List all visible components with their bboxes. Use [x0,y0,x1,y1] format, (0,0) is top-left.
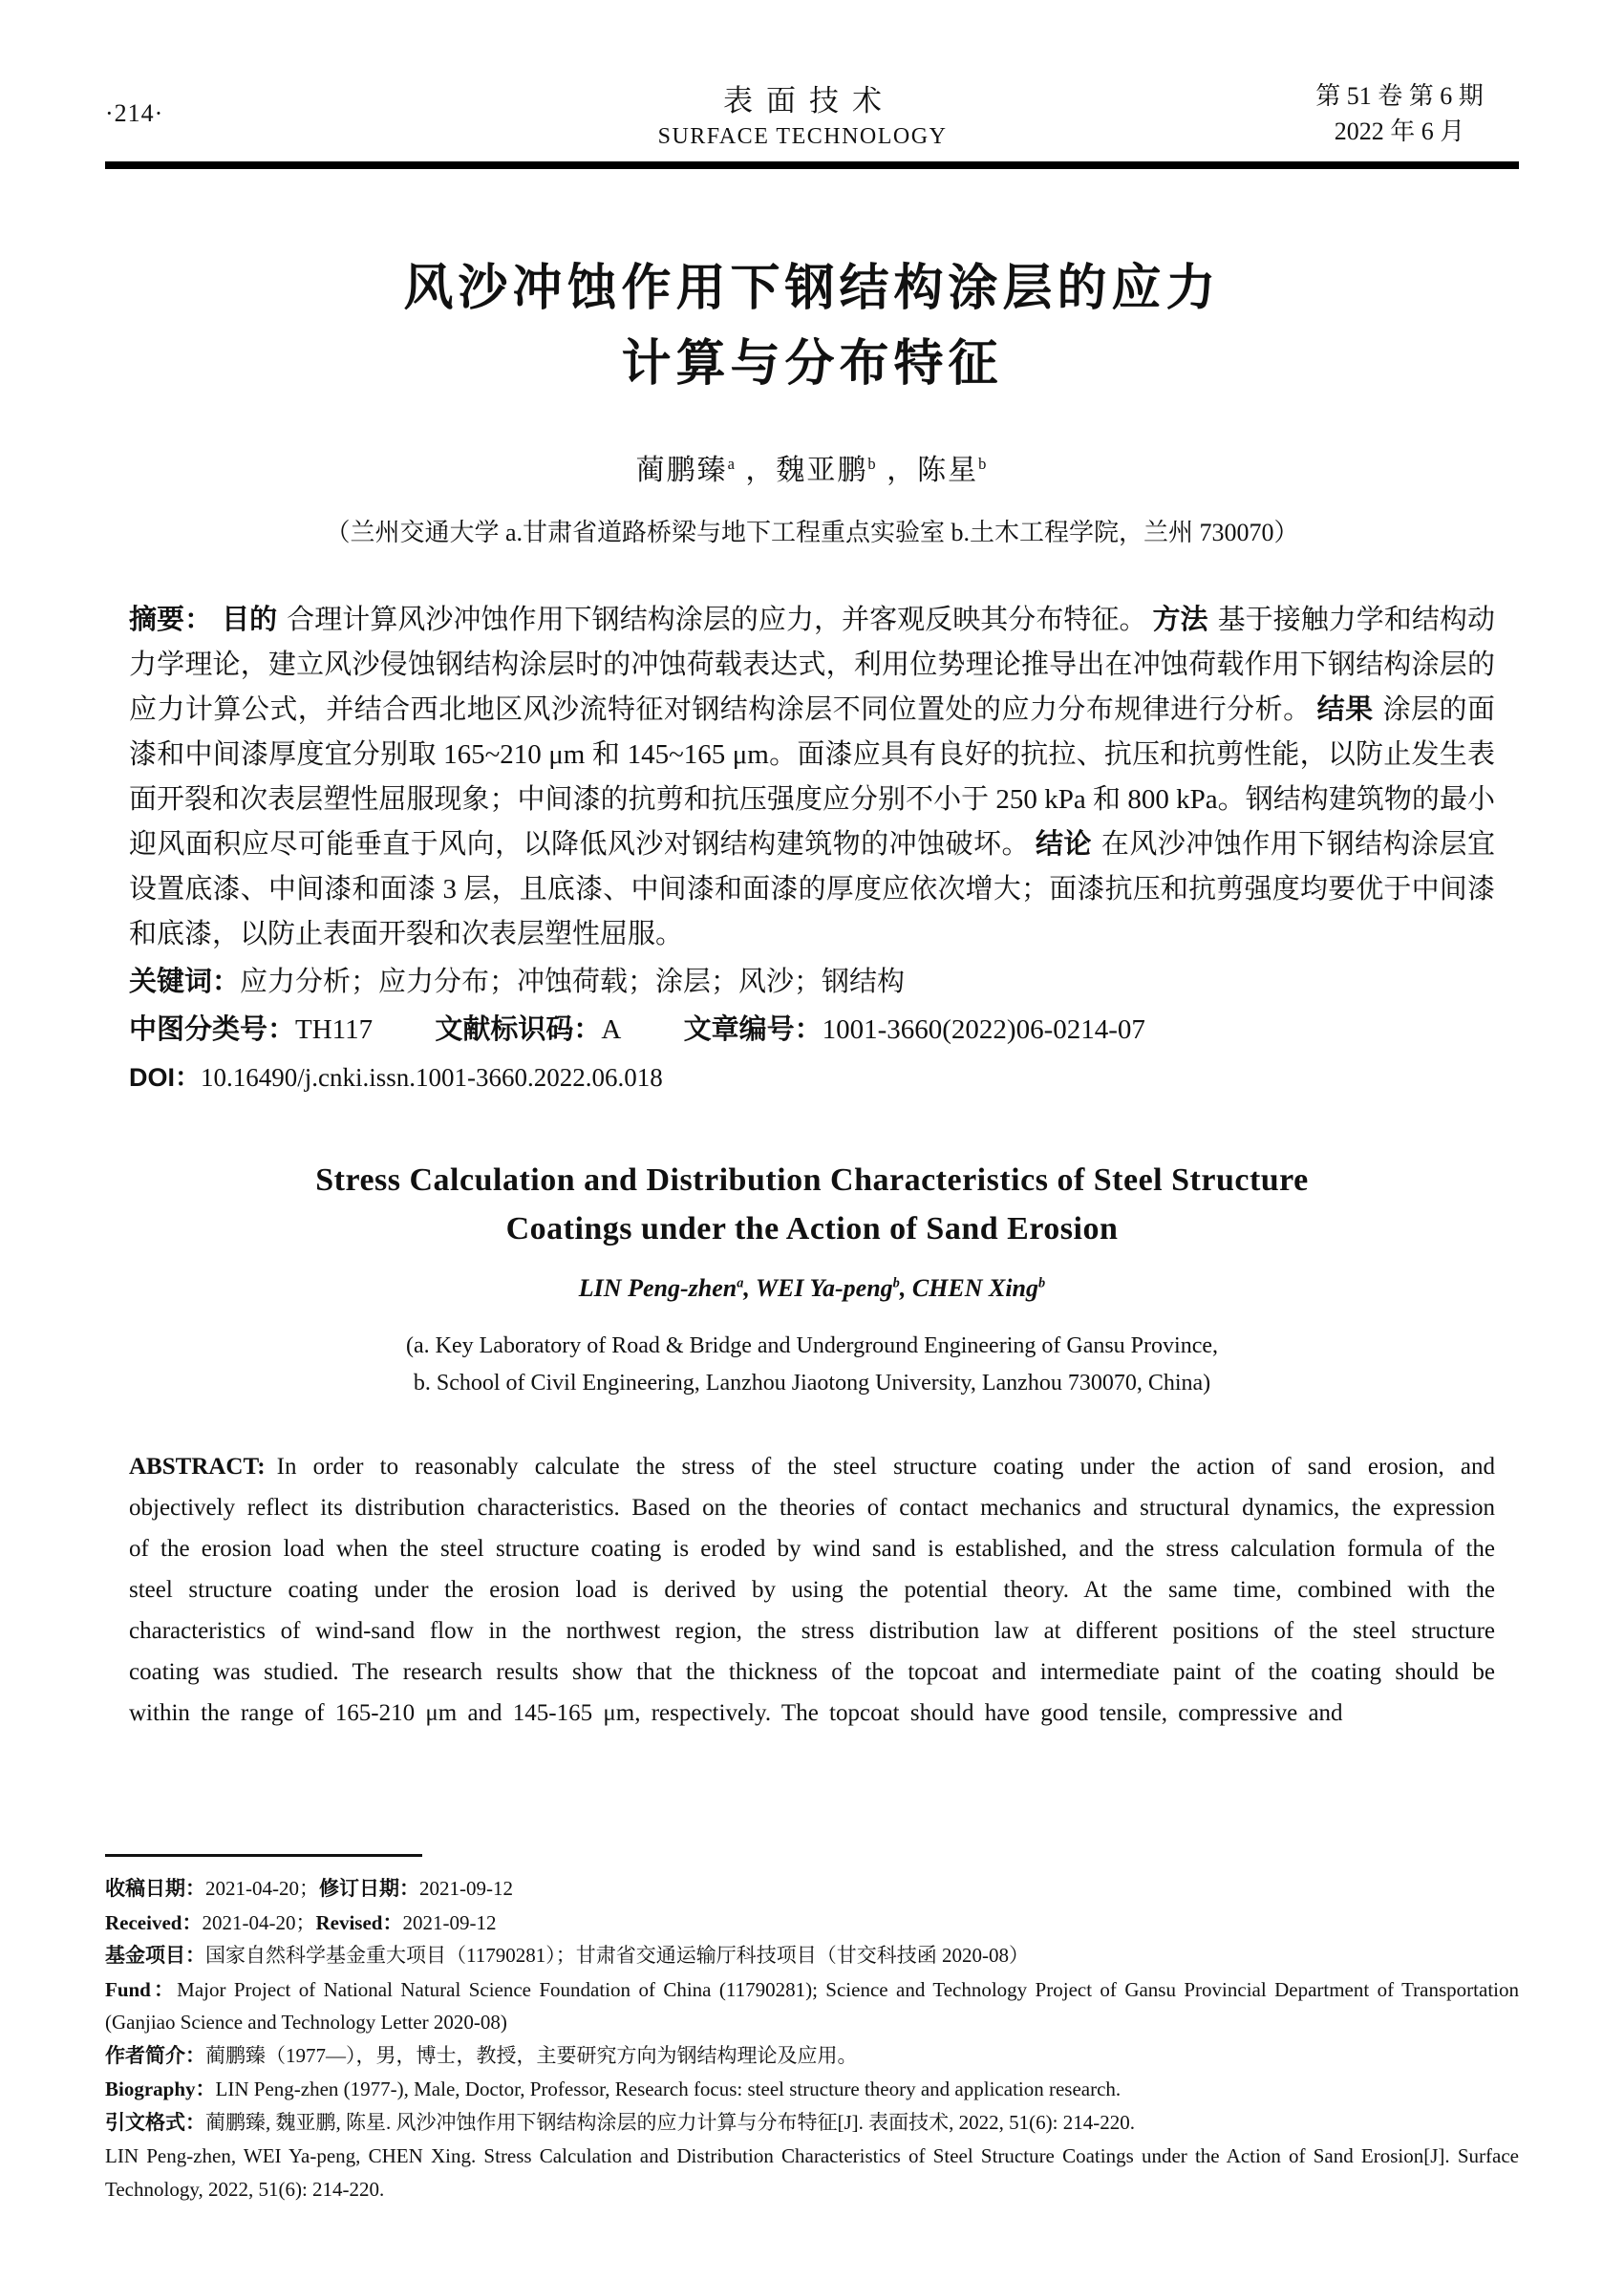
abstract-cn-label-objective: 目的 [222,605,278,635]
biography-label-en: Biography： [105,2078,216,2100]
author-affiliation-sup: a [727,455,737,473]
abstract-en-text: In order to reasonably calculate the stress of the steel structure coating under the action of sand erosion, and objectively reflect its distribution characteristics. Based on the theories of contact mechanics and structural dynamics, the expression of the erosion load when the steel structure coating is eroded by wind sand is established, and the stress calculation formula of the steel structure coating under the erosion load is derived by using the potential theory. At the same time, combined with the characteristics of wind-sand flow in the northwest region, the stress distribution law at different positions of the steel structure coating was studied. The research results show that the thickness of the topcoat and intermediate paint of the coating should be within the range of 165-210 μm and 145-165 μm, respectively. The topcoat should have good tensile, compressive and [129,1454,1495,1726]
doi-label: DOI： [129,1063,202,1092]
author-en-3-name: , CHEN Xing [899,1274,1039,1302]
article-title-en-line2: Coatings under the Action of Sand Erosion [505,1211,1119,1247]
abstract-block-cn [129,598,1495,1100]
author-affiliation-sup: b [892,1275,900,1291]
citation-line-cn [105,2106,1519,2141]
document-code-label: 文献标识码： [435,1014,602,1045]
fund-line-en [105,1973,1519,2039]
abstract-cn-label-result: 结果 [1316,694,1374,725]
page-number: ·214· [105,98,164,127]
document-code-value: A [601,1014,622,1045]
author-en-3 [900,1274,1045,1302]
keywords-text: 应力分析；应力分布；冲蚀荷载；涂层；风沙；钢结构 [240,967,906,997]
received-line-cn [105,1872,1519,1907]
article-id-label: 文章编号： [683,1014,823,1045]
abstract-en [129,1446,1495,1734]
author-cn-3 [887,455,988,486]
received-date-cn: 2021-04-20； [205,1877,319,1900]
citation-line-en [105,2140,1519,2205]
affiliation-en-line1: (a. Key Laboratory of Road & Bridge and Underground Engineering of Gansu Province, [406,1333,1218,1358]
article-title-cn-line1: 风沙冲蚀作用下钢结构涂层的应力 [403,261,1221,316]
article-title-cn [105,251,1519,402]
received-label-en: Received： [105,1910,203,1934]
authors-cn [105,446,1519,488]
clc-value: TH117 [295,1014,374,1045]
author-affiliation-sup: b [978,455,989,473]
author-cn-2-name: ，魏亚鹏 [745,455,868,486]
article-id-value: 1001-3660(2022)06-0214-07 [822,1014,1145,1045]
clc-group [129,1014,373,1045]
author-cn-3-name: ，陈星 [887,455,979,486]
article-title-en [105,1156,1519,1253]
citation-text-en: LIN Peng-zhen, WEI Ya-peng, CHEN Xing. Stress Calculation and Distribution Characteristics of Steel Structure Coatings under the Action of Sand Erosion[J]. Surface Technology, 2022, 51(6): 214-220. [105,2144,1519,2201]
author-cn-2 [745,455,877,486]
fund-label-en: Fund： [105,1977,178,2001]
author-en-2 [743,1274,899,1302]
revised-date-en: 2021-09-12 [402,1910,497,1934]
doi-line [129,1055,1495,1100]
received-label-cn: 收稿日期： [105,1878,205,1900]
citation-text-cn: 蔺鹏臻, 魏亚鹏, 陈星. 风沙冲蚀作用下钢结构涂层的应力计算与分布特征[J]. 表面技术, 2022, 51(6): 214-220. [205,2110,1135,2134]
issue-date: 2022 年 6 月 [1334,117,1465,145]
abstract-cn-text-result: 涂层的面漆和中间漆厚度宜分别取 165~210 μm 和 145~165 μm。面漆应具有良好的抗拉、抗压和抗剪性能，以防止发生表面开裂和次表层塑性屈服现象；中间漆的抗剪和抗压强度应分别不小于 250 kPa 和 800 kPa。钢结构建筑物的最小迎风面积应尽可能垂直于风向，以降低风沙对钢结构建筑物的冲蚀破坏。 [129,694,1495,860]
article-title-cn-line2: 计算与分布特征 [621,336,1003,392]
abstract-cn [129,598,1495,957]
fund-text-cn: 国家自然科学基金重大项目（11790281）；甘肃省交通运输厅科技项目（甘交科技函 2020-08） [205,1944,1029,1967]
journal-title-cn: 表面技术 [723,84,895,117]
biography-text-cn: 蔺鹏臻（1977—），男，博士，教授，主要研究方向为钢结构理论及应用。 [205,2043,858,2067]
revised-date-cn: 2021-09-12 [419,1877,513,1900]
affiliation-en [105,1328,1519,1402]
received-date-en: 2021-04-20； [202,1910,316,1934]
abstract-en-label: ABSTRACT: [129,1454,266,1480]
header-rule [105,161,1519,169]
journal-title-block [325,76,1280,150]
abstract-cn-label-conclusion: 结论 [1035,829,1092,860]
page-header [105,76,1519,150]
abstract-cn-text-objective: 合理计算风沙冲蚀作用下钢结构涂层的应力，并客观反映其分布特征。 [287,605,1147,635]
citation-label-cn: 引文格式： [105,2111,205,2134]
authors-en [105,1274,1519,1303]
revised-label-cn: 修订日期： [319,1878,419,1900]
author-affiliation-sup: a [737,1275,744,1291]
clc-label: 中图分类号： [129,1014,296,1045]
volume-issue: 第 51 卷 第 6 期 [1315,81,1484,110]
article-title-en-line1: Stress Calculation and Distribution Characteristics of Steel Structure [315,1162,1309,1198]
journal-title-en: SURFACE TECHNOLOGY [657,124,948,149]
received-line-en [105,1907,1519,1940]
author-en-1-name: LIN Peng-zhen [578,1274,737,1302]
doi-value: 10.16490/j.cnki.issn.1001-3660.2022.06.018 [201,1063,663,1092]
classification-line [129,1008,1495,1053]
fund-text-en: Major Project of National Natural Science Foundation of China (11790281); Science and Technology Project of Gansu Provincial Department of Transportation (Ganjiao Science and Technology Letter 2020-08) [105,1977,1519,2034]
footnote-rule [105,1854,422,1857]
fund-line-cn [105,1939,1519,1973]
biography-line-cn [105,2039,1519,2074]
biography-text-en: LIN Peng-zhen (1977-), Male, Doctor, Professor, Research focus: steel structure theory and application research. [215,2078,1122,2100]
fund-label-cn: 基金项目： [105,1945,205,1967]
document-code-group [435,1014,621,1045]
article-id-group [684,1014,1145,1045]
footnote-block [105,1825,1519,2205]
author-cn-1 [636,455,737,486]
author-affiliation-sup: b [1038,1275,1046,1291]
revised-label-en: Revised： [315,1910,403,1934]
author-cn-1-name: 蔺鹏臻 [635,455,728,486]
abstract-cn-label-method: 方法 [1152,605,1208,635]
biography-line-en [105,2073,1519,2106]
issue-info [1280,78,1519,149]
keywords-label: 关键词： [129,967,241,997]
affiliation-cn: （兰州交通大学 a.甘肃省道路桥梁与地下工程重点实验室 b.土木工程学院，兰州 730070） [325,519,1299,546]
affiliation-en-line2: b. School of Civil Engineering, Lanzhou Jiaotong University, Lanzhou 730070, China) [413,1371,1211,1396]
abstract-cn-text-method: 基于接触力学和结构动力学理论，建立风沙侵蚀钢结构涂层时的冲蚀荷载表达式，利用位势理论推导出在冲蚀荷载作用下钢结构涂层的应力计算公式，并结合西北地区风沙流特征对钢结构涂层不同位置处的应力分布规律进行分析。 [129,605,1495,725]
author-affiliation-sup: b [867,455,878,473]
keywords-line [129,960,1495,1005]
author-en-2-name: , WEI Ya-peng [743,1274,893,1302]
abstract-cn-heading: 摘要： [129,605,213,635]
biography-label-cn: 作者简介： [105,2044,205,2067]
abstract-cn-text-conclusion: 在风沙冲蚀作用下钢结构涂层宜设置底漆、中间漆和面漆 3 层，且底漆、中间漆和面漆的厚度应依次增大；面漆抗压和抗剪强度均要优于中间漆和底漆，以防止表面开裂和次表层塑性屈服。 [129,829,1495,949]
author-en-1 [579,1274,744,1302]
